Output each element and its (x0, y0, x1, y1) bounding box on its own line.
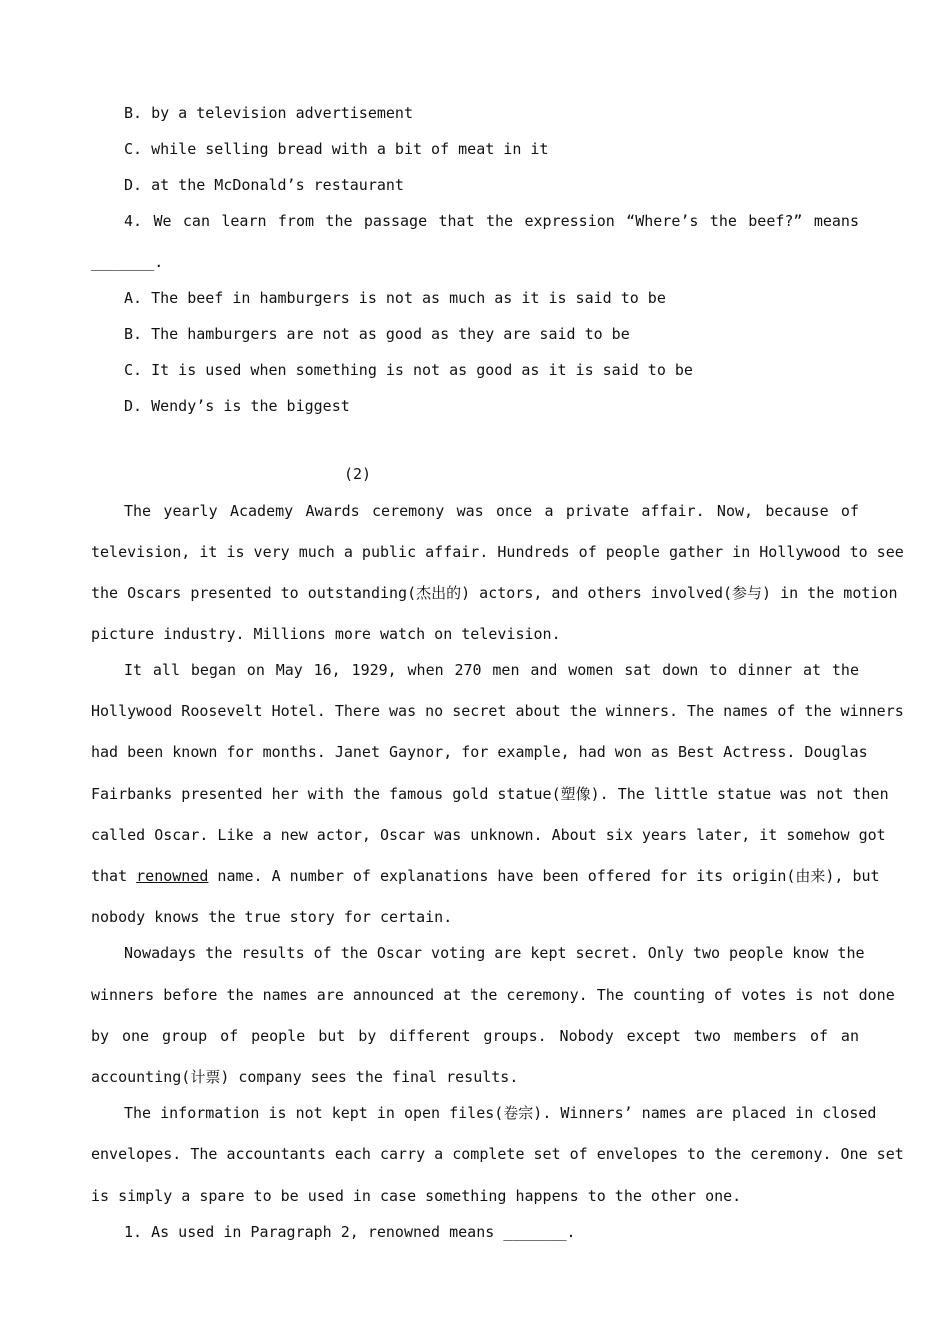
option-3b: B. by a television advertisement (124, 104, 413, 122)
paragraph-2-line: Hollywood Roosevelt Hotel. There was no secret about the winners. The names of the winners (91, 702, 904, 720)
text-segment: name. A number of explanations have been offered for its origin(由来), but (208, 867, 880, 885)
text-segment: that (91, 867, 137, 885)
paragraph-4-line: The information is not kept in open files(卷宗). Winners’ names are placed in closed (124, 1104, 877, 1122)
paragraph-2-line: called Oscar. Like a new actor, Oscar was unknown. About six years later, it somehow got (91, 826, 886, 844)
paragraph-3-line: by one group of people but by different groups. Nobody except two members of an (91, 1027, 859, 1045)
paragraph-3-line: accounting(计票) company sees the final results. (91, 1068, 519, 1086)
paragraph-1-line: picture industry. Millions more watch on television. (91, 625, 561, 643)
paragraph-4-line: envelopes. The accountants each carry a complete set of envelopes to the ceremony. One set (91, 1145, 904, 1163)
paragraph-2-line: It all began on May 16, 1929, when 270 men and women sat down to dinner at the (124, 661, 859, 679)
paragraph-3-line: Nowadays the results of the Oscar voting are kept secret. Only two people know the (124, 944, 865, 962)
option-3c: C. while selling bread with a bit of meat in it (124, 140, 549, 158)
paragraph-4-line: is simply a spare to be used in case something happens to the other one. (91, 1187, 742, 1205)
paragraph-3-line: winners before the names are announced at the ceremony. The counting of votes is not done (91, 986, 895, 1004)
option-4b: B. The hamburgers are not as good as they are said to be (124, 325, 630, 343)
paragraph-2-line: nobody knows the true story for certain. (91, 908, 453, 926)
question-1: 1. As used in Paragraph 2, renowned means _______. (124, 1223, 576, 1241)
option-4d: D. Wendy’s is the biggest (124, 397, 350, 415)
paragraph-2-line-renowned (91, 866, 880, 886)
question-4-stem: 4. We can learn from the passage that the expression “Where’s the beef?” means (124, 212, 859, 230)
paragraph-2-line: Fairbanks presented her with the famous gold statue(塑像). The little statue was not then (91, 785, 889, 803)
paragraph-2-line: had been known for months. Janet Gaynor, for example, had won as Best Actress. Douglas (91, 743, 868, 761)
paragraph-1-line: television, it is very much a public affair. Hundreds of people gather in Hollywood to see (91, 543, 904, 561)
option-4a: A. The beef in hamburgers is not as much as it is said to be (124, 289, 666, 307)
section-number: (2) (344, 465, 372, 483)
option-4c: C. It is used when something is not as good as it is said to be (124, 361, 693, 379)
option-3d: D. at the McDonald’s restaurant (124, 176, 404, 194)
paragraph-1-line: the Oscars presented to outstanding(杰出的) actors, and others involved(参与) in the motion (91, 584, 898, 602)
underlined-word: renowned (136, 867, 209, 885)
paragraph-1-line: The yearly Academy Awards ceremony was once a private affair. Now, because of (124, 502, 859, 520)
question-4-blank: _______. (91, 253, 164, 271)
